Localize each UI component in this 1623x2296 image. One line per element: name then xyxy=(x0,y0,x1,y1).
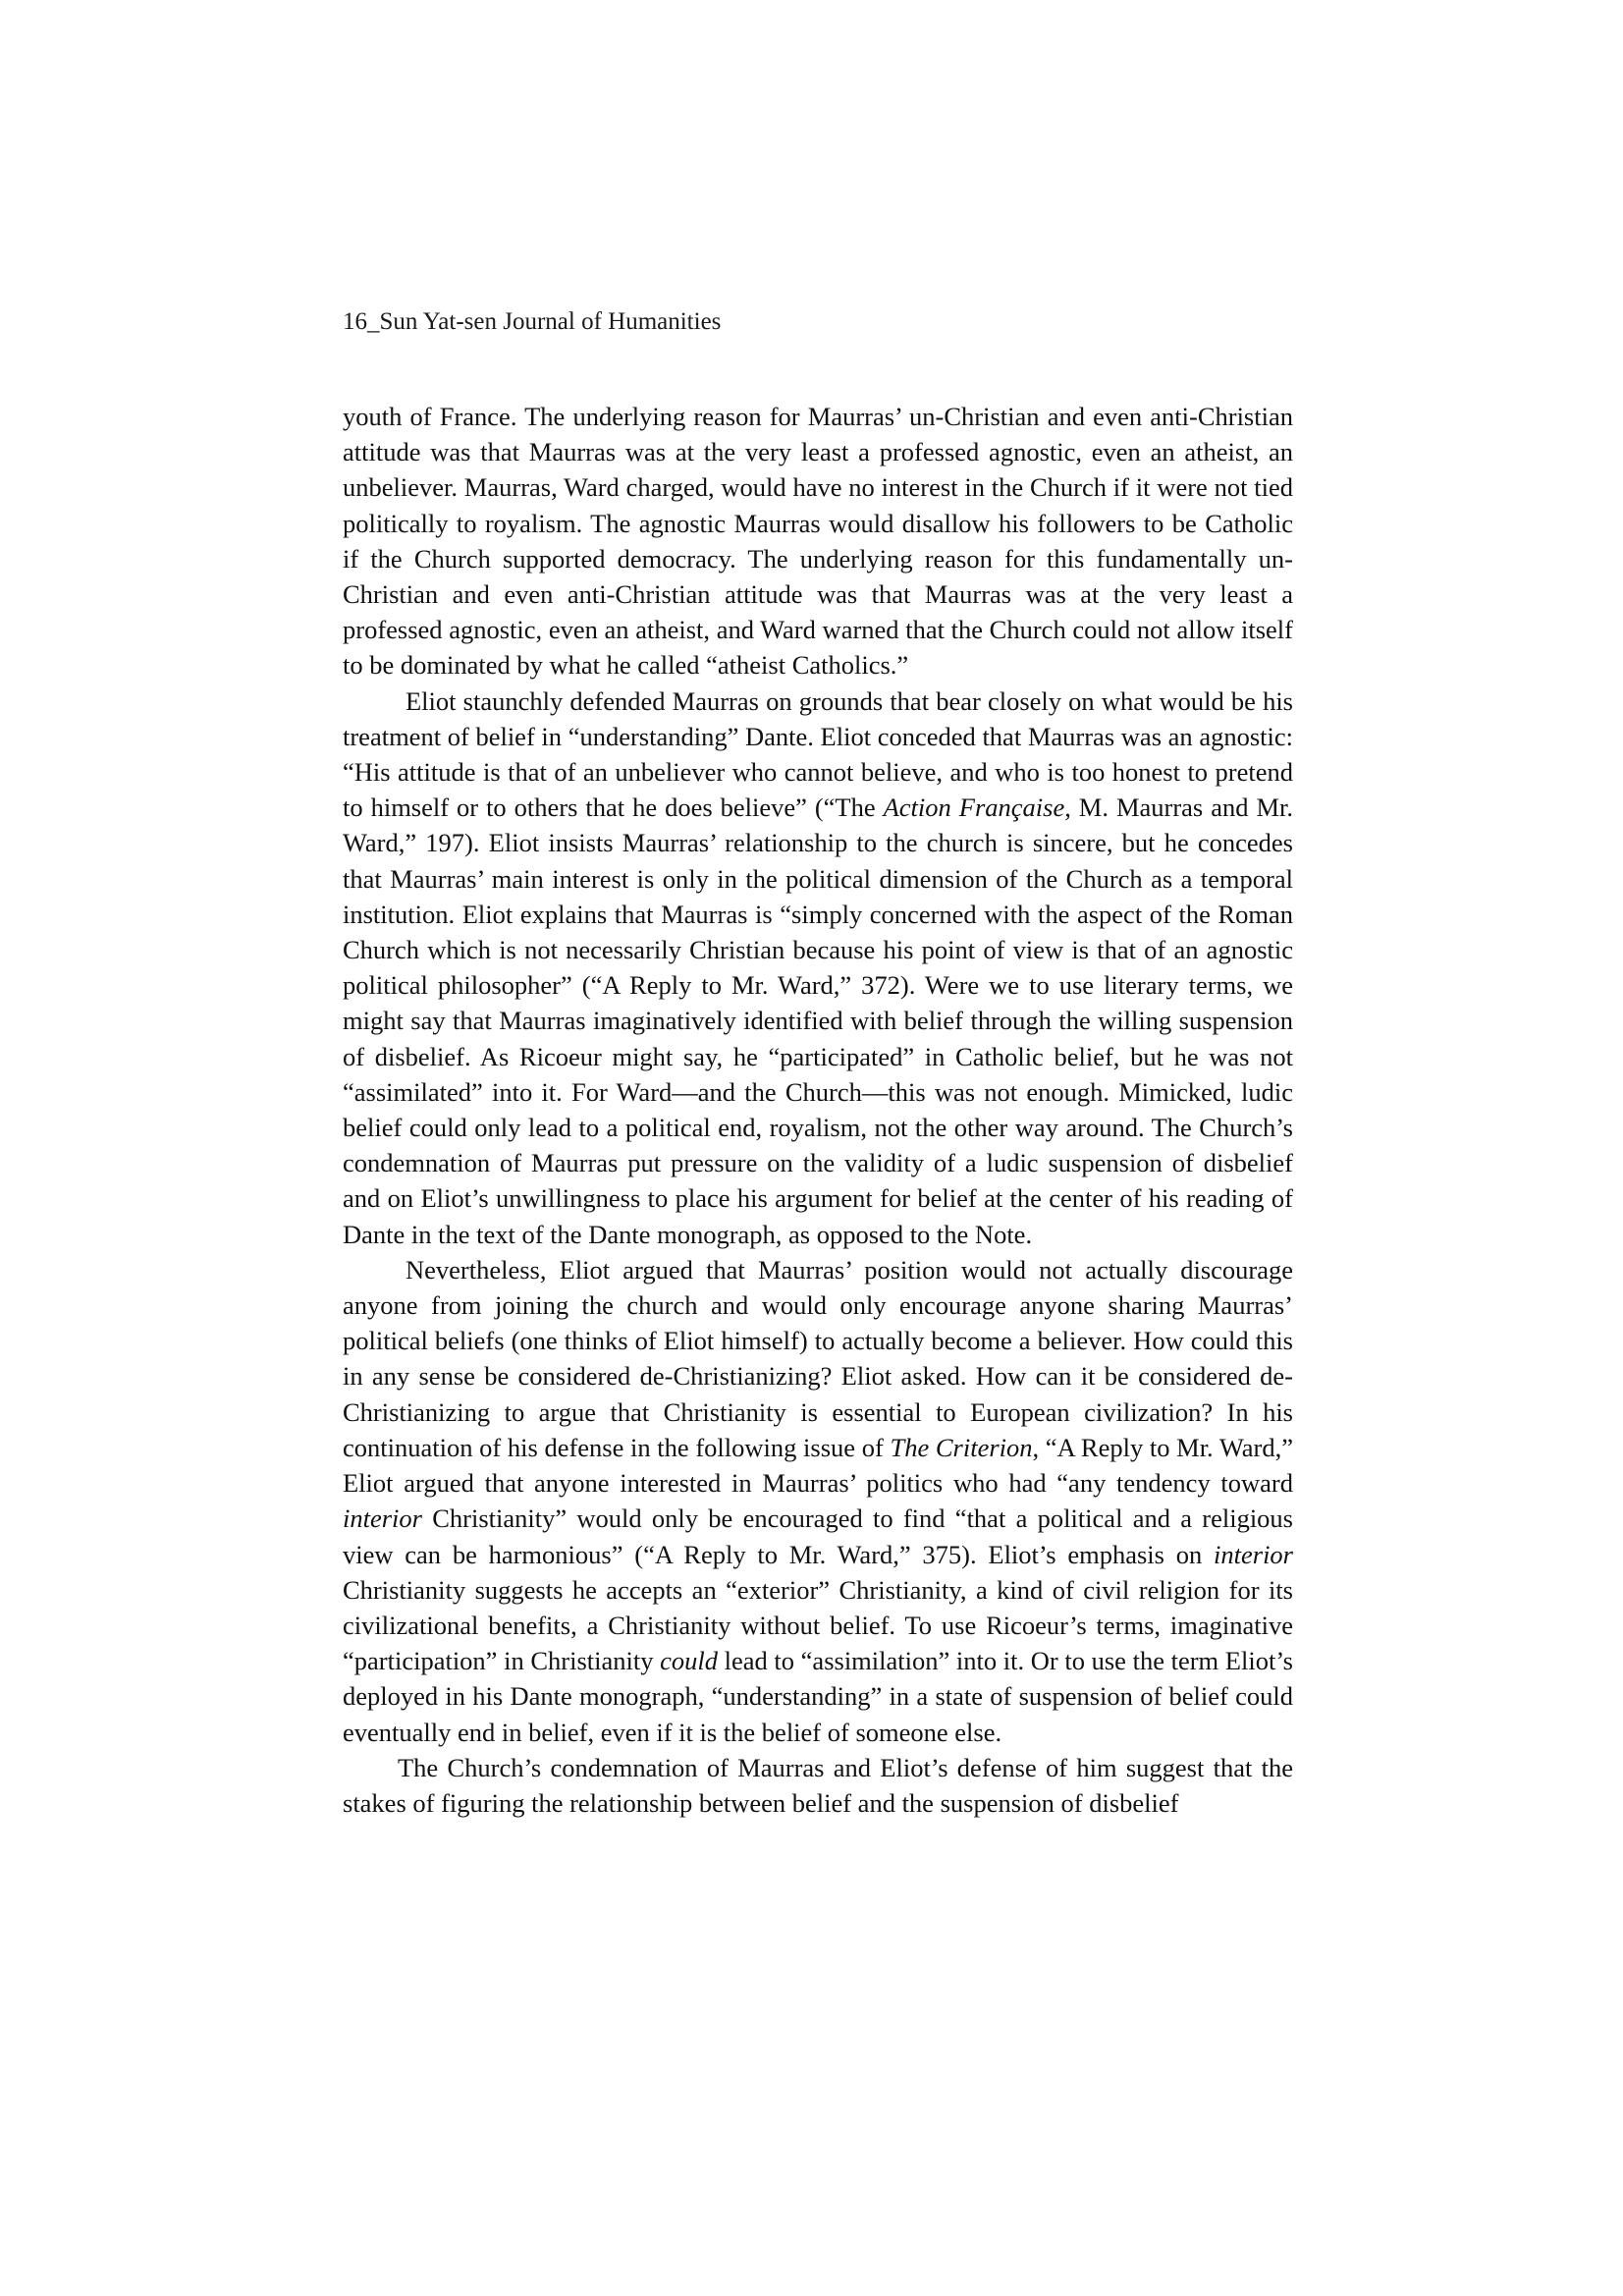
italic-text-segment: interior xyxy=(343,1503,422,1534)
italic-text-segment: could xyxy=(660,1646,718,1676)
text-segment: Christianity” would only be encouraged to find “that a political and a religious view can be harmonious” (“A Reply to Mr. Ward,” 375). Eliot’s emphasis on xyxy=(343,1503,1293,1569)
paragraph-3 xyxy=(343,1252,1293,1750)
text-segment: Christianity suggests he accepts an “exterior” Christianity, a kind of civil religion for its civilizational benefits, a Christianity without belief. To use Ricoeur’s terms, imaginative “participation” in Christianity xyxy=(343,1574,1293,1676)
text-segment: The Church’s condemnation of Maurras and Eliot’s defense of him suggest that the stakes of figuring the relationship between belief and the suspension of disbelief xyxy=(343,1752,1293,1818)
text-segment: Eliot staunchly defended Maurras on grounds that bear closely on what would be his treatment of belief in “understanding” Dante. Eliot conceded that Maurras was an agnostic: “His attitude is that of an unbeliever who cannot believe, and who is too honest to pretend to himself or to others that he does believe” (“The xyxy=(343,685,1293,823)
text-segment: , M. Maurras and Mr. Ward,” 197). Eliot insists Maurras’ relationship to the church is sincere, but he concedes that Maurras’ main interest is only in the political dimension of the Church as a temporal institution. Eliot explains that Maurras is “simply concerned with the aspect of the Roman Church which is not necessarily Christian because his point of view is that of an agnostic political philosopher” (“A Reply to Mr. Ward,” 372). Were we to use literary terms, we might say that Maurras imaginatively identified with belief through the willing suspension of disbelief. As Ricoeur might say, he “participated” in Catholic belief, but he was not “assimilated” into it. For Ward—and the Church—this was not enough. Mimicked, ludic belief could only lead to a political end, royalism, not the other way around. The Church’s condemnation of Maurras put pressure on the validity of a ludic suspension of disbelief and on Eliot’s unwillingness to place his argument for belief at the center of his reading of Dante in the text of the Dante monograph, as opposed to the Note. xyxy=(343,793,1293,1249)
italic-text-segment: The Criterion xyxy=(890,1432,1033,1462)
paragraph-4 xyxy=(343,1750,1293,1821)
text-segment: youth of France. The underlying reason for Maurras’ un-Christian and even anti-Christian attitude was that Maurras was at the very least a professed agnostic, even an atheist, an unbeliever. Maurras, Ward charged, would have no interest in the Church if it were not tied politically to royalism. The agnostic Maurras would disallow his followers to be Catholic if the Church supported democracy. The underlying reason for this fundamentally un-Christian and even anti-Christian attitude was that Maurras was at the very least a professed agnostic, even an atheist, and Ward warned that the Church could not allow itself to be dominated by what he called “atheist Catholics.” xyxy=(343,402,1293,681)
text-segment: Nevertheless, Eliot argued that Maurras’ position would not actually discourage anyone from joining the church and would only encourage anyone sharing Maurras’ political beliefs (one thinks of Eliot himself) to actually become a believer. How could this in any sense be considered de-Christianizing? Eliot asked. How can it be considered de-Christianizing to argue that Christianity is essential to European civilization? In his continuation of his defense in the following issue of xyxy=(343,1254,1293,1462)
text-segment: lead to “assimilation” into it. Or to use the term Eliot’s deployed in his Dante monograph, “understanding” in a state of suspension of belief could eventually end in belief, even if it is the belief of someone else. xyxy=(343,1646,1293,1747)
body-text xyxy=(343,399,1293,1821)
paragraph-2 xyxy=(343,683,1293,1252)
italic-text-segment: interior xyxy=(1214,1539,1293,1569)
italic-text-segment: Action Française xyxy=(883,793,1065,823)
paragraph-1 xyxy=(343,399,1293,683)
running-header: 16_Sun Yat-sen Journal of Humanities xyxy=(343,308,722,335)
text-segment: , “A Reply to Mr. Ward,” Eliot argued that anyone interested in Maurras’ politics who had “any tendency toward xyxy=(343,1432,1293,1499)
